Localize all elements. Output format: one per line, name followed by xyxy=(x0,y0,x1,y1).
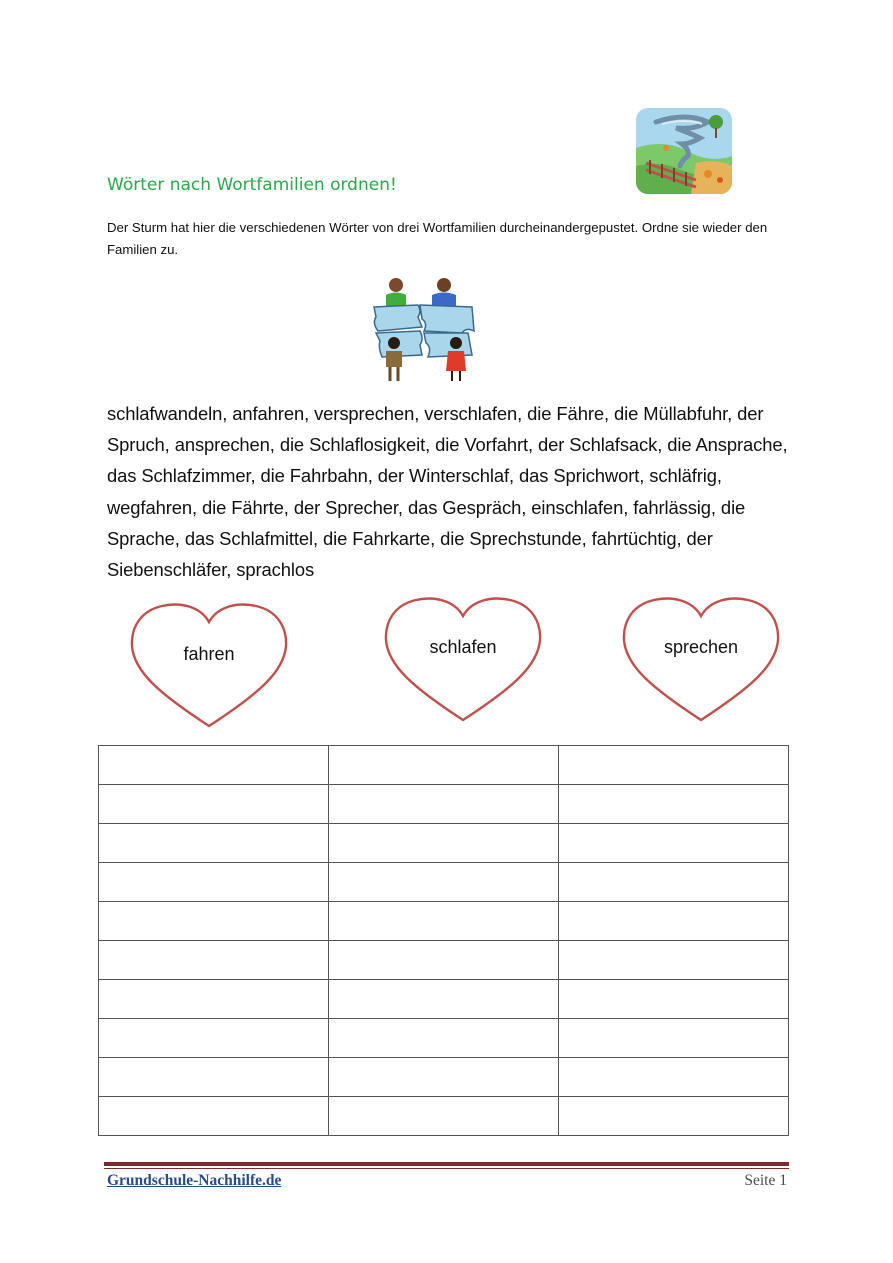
answer-cell[interactable] xyxy=(559,941,789,980)
answer-cell[interactable] xyxy=(329,785,559,824)
answer-cell[interactable] xyxy=(329,1019,559,1058)
answer-cell[interactable] xyxy=(329,941,559,980)
answer-cell[interactable] xyxy=(559,863,789,902)
heart-label: schlafen xyxy=(429,637,497,657)
heart-schlafen xyxy=(384,596,542,724)
heart-label: sprechen xyxy=(663,637,739,657)
heart-sprechen xyxy=(622,596,780,724)
instructions-text: Der Sturm hat hier die verschiedenen Wörter von drei Wortfamilien durcheinandergepustet. Ordne sie wieder den Familien zu. xyxy=(107,220,768,257)
answer-cell[interactable] xyxy=(99,863,329,902)
footer-site-link[interactable]: Grundschule-Nachhilfe.de xyxy=(107,1172,282,1189)
answer-cell[interactable] xyxy=(329,902,559,941)
table-row xyxy=(99,746,789,785)
table-row xyxy=(99,1058,789,1097)
heart-label: fahren xyxy=(183,644,235,664)
answer-cell[interactable] xyxy=(559,980,789,1019)
table-row xyxy=(99,1097,789,1136)
answer-cell[interactable] xyxy=(329,1058,559,1097)
answer-cell[interactable] xyxy=(329,863,559,902)
answer-cell[interactable] xyxy=(559,1019,789,1058)
table-row xyxy=(99,863,789,902)
answer-cell[interactable] xyxy=(99,1019,329,1058)
answer-cell[interactable] xyxy=(99,785,329,824)
answer-cell[interactable] xyxy=(559,746,789,785)
answer-cell[interactable] xyxy=(99,824,329,863)
heart-fahren xyxy=(130,602,288,730)
answer-cell[interactable] xyxy=(99,902,329,941)
answer-cell[interactable] xyxy=(329,980,559,1019)
answer-cell[interactable] xyxy=(99,746,329,785)
answer-cell[interactable] xyxy=(559,1097,789,1136)
answer-cell[interactable] xyxy=(559,1058,789,1097)
answer-cell[interactable] xyxy=(559,785,789,824)
answer-cell[interactable] xyxy=(329,824,559,863)
answer-cell[interactable] xyxy=(329,1097,559,1136)
footer-rule-thin xyxy=(104,1168,789,1169)
answer-cell[interactable] xyxy=(99,1058,329,1097)
answer-cell[interactable] xyxy=(559,824,789,863)
answer-cell[interactable] xyxy=(559,902,789,941)
answer-cell[interactable] xyxy=(329,746,559,785)
tornado-clipart-icon xyxy=(636,108,732,194)
table-row xyxy=(99,980,789,1019)
footer-page-number: Seite 1 xyxy=(744,1172,787,1189)
answer-table xyxy=(98,745,789,1136)
answer-cell[interactable] xyxy=(99,980,329,1019)
table-row xyxy=(99,902,789,941)
footer-rule xyxy=(104,1162,789,1166)
table-row xyxy=(99,824,789,863)
table-row xyxy=(99,785,789,824)
word-list: schlafwandeln, anfahren, versprechen, verschlafen, die Fähre, die Müllabfuhr, der Spruch, ansprechen, die Schlaflosigkeit, die Vorfahrt, der Schlafsack, die Ansprache, das Schlafzimmer, die Fahrbahn, der Winterschlaf, das Sprichwort, schläfrig, wegfahren, die Fährte, der Sprecher, das Gespräch, einschlafen, fahrlässig, die Sprache, das Schlafmittel, die Fahrkarte, die Sprechstunde, fahrtüchtig, der Siebenschläfer, sprachlos xyxy=(107,403,788,581)
puzzle-people-clipart-icon xyxy=(368,275,480,385)
table-row xyxy=(99,941,789,980)
table-row xyxy=(99,1019,789,1058)
worksheet-title: Wörter nach Wortfamilien ordnen! xyxy=(107,175,397,195)
answer-cell[interactable] xyxy=(99,1097,329,1136)
answer-cell[interactable] xyxy=(99,941,329,980)
